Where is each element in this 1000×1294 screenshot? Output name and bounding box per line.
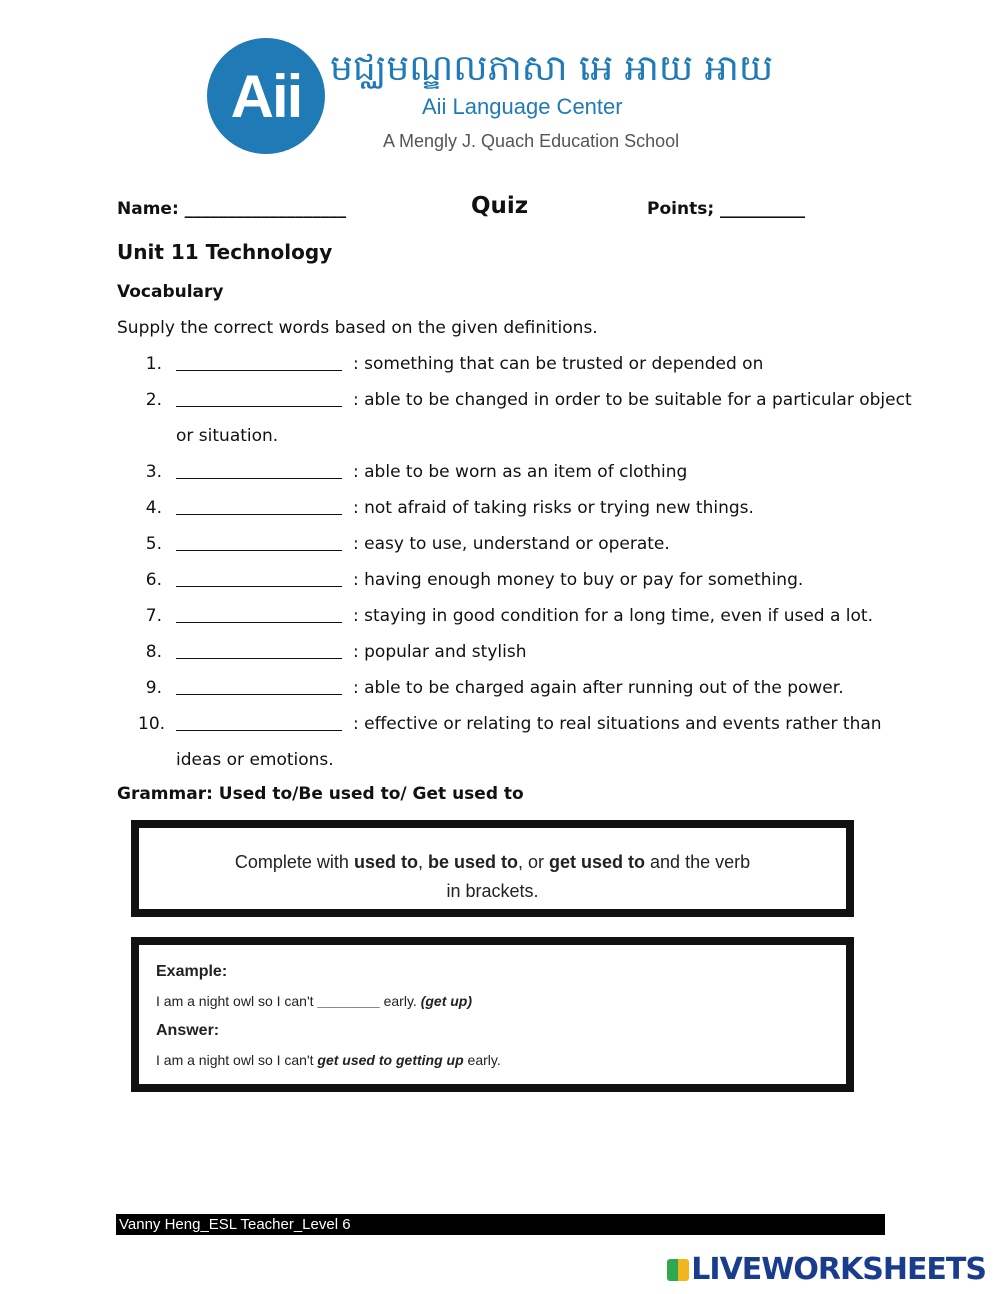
unit-title: Unit 11 Technology — [117, 240, 333, 264]
logo-text: Aii — [230, 62, 302, 130]
answer-label: Answer: — [156, 1022, 220, 1039]
vocab-number: 8. — [145, 642, 162, 662]
vocab-definition: : able to be charged again after running out of the power. — [353, 678, 844, 698]
liveworksheets-brand — [667, 1252, 986, 1287]
instr-be-used-to: be used to — [427, 852, 518, 872]
vocab-answer-blank[interactable] — [176, 356, 342, 371]
answer-bold: get used to getting up — [317, 1052, 464, 1068]
example-text: early. — [379, 993, 421, 1009]
example-label: Example: — [156, 963, 228, 980]
vocab-definition: : having enough money to buy or pay for something. — [353, 570, 804, 590]
vocab-definition: : staying in good condition for a long time, even if used a lot. — [353, 606, 873, 626]
vocab-answer-blank[interactable] — [176, 392, 342, 407]
quiz-title: Quiz — [471, 193, 529, 219]
vocab-number: 4. — [145, 498, 162, 518]
liveworksheets-icon — [667, 1259, 689, 1281]
vocabulary-instruction: Supply the correct words based on the given definitions. — [117, 318, 598, 338]
points-field[interactable]: Points; __________ — [647, 199, 806, 219]
instr-text: , or — [518, 852, 550, 872]
vocab-definition: : not afraid of taking risks or trying new things. — [353, 498, 754, 518]
instr-text: Complete with — [234, 852, 354, 872]
logo — [207, 38, 325, 154]
vocab-definition: : able to be worn as an item of clothing — [353, 462, 688, 482]
vocab-definition: : popular and stylish — [353, 642, 527, 662]
vocab-answer-blank[interactable] — [176, 572, 342, 587]
vocab-number: 7. — [145, 606, 162, 626]
example-hint: (get up) — [420, 993, 473, 1009]
vocab-answer-blank[interactable] — [176, 536, 342, 551]
brand-text: LIVEWORKSHEETS — [691, 1252, 986, 1287]
vocab-answer-blank[interactable] — [176, 464, 342, 479]
example-blank[interactable]: ________ — [317, 993, 380, 1009]
answer-text: early. — [463, 1052, 501, 1068]
vocabulary-heading: Vocabulary — [117, 282, 224, 302]
vocab-number: 10. — [138, 714, 166, 734]
vocab-answer-blank[interactable] — [176, 608, 342, 623]
vocab-answer-blank[interactable] — [176, 680, 342, 695]
instr-text: and the verb — [645, 852, 751, 872]
vocab-number: 1. — [145, 354, 162, 374]
vocab-number: 2. — [145, 390, 162, 410]
answer-sentence — [156, 1052, 501, 1068]
grammar-instruction — [139, 828, 846, 906]
footer-bar: Vanny Heng_ESL Teacher_Level 6 — [116, 1214, 885, 1235]
instr-used-to: used to — [353, 852, 418, 872]
name-field[interactable]: Name: ___________________ — [117, 199, 347, 219]
vocab-answer-blank[interactable] — [176, 644, 342, 659]
vocab-number: 9. — [145, 678, 162, 698]
khmer-center-name: មជ្ឈមណ្ឌលភាសា អេ អាយ អាយ — [330, 48, 774, 89]
grammar-instruction-box — [131, 820, 854, 917]
vocab-number: 5. — [145, 534, 162, 554]
vocab-definition: : something that can be trusted or depended on — [353, 354, 764, 374]
vocab-answer-blank[interactable] — [176, 500, 342, 515]
answer-text: I am a night owl so I can't — [156, 1052, 318, 1068]
vocab-number: 6. — [145, 570, 162, 590]
tagline: A Mengly J. Quach Education School — [383, 131, 680, 151]
vocab-number: 3. — [145, 462, 162, 482]
vocab-definition-cont: or situation. — [176, 426, 279, 446]
instr-text: , — [417, 852, 428, 872]
example-box — [131, 937, 854, 1092]
grammar-heading: Grammar: Used to/Be used to/ Get used to — [117, 784, 524, 804]
example-sentence — [156, 993, 472, 1009]
vocab-definition: : effective or relating to real situations and events rather than — [353, 714, 882, 734]
vocab-definition: : able to be changed in order to be suitable for a particular object — [353, 390, 912, 410]
example-text: I am a night owl so I can't — [156, 993, 318, 1009]
vocab-definition-cont: ideas or emotions. — [176, 750, 334, 770]
vocab-definition: : easy to use, understand or operate. — [353, 534, 670, 554]
instr-get-used-to: get used to — [549, 852, 646, 872]
instr-text: in brackets. — [446, 881, 539, 901]
center-name: Aii Language Center — [422, 94, 623, 119]
vocab-answer-blank[interactable] — [176, 716, 342, 731]
